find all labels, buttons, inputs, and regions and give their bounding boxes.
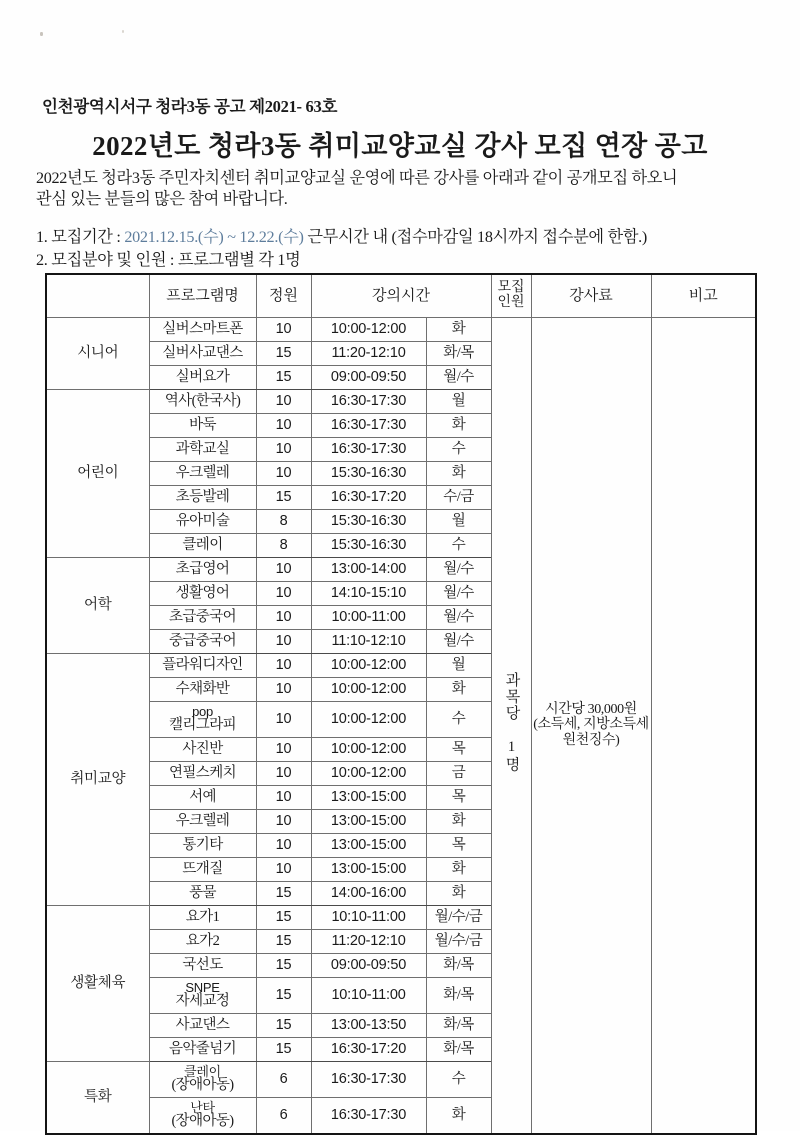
capacity-cell: 15: [256, 1014, 311, 1038]
program-name-cell: 초급영어: [149, 558, 256, 582]
program-name-cell: 중급중국어: [149, 630, 256, 654]
class-day-cell: 화/목: [426, 342, 491, 366]
class-time-cell: 10:00-12:00: [311, 762, 426, 786]
item-1-suffix: 근무시간 내 (접수마감일 18시까지 접수분에 한함.): [307, 228, 647, 246]
capacity-cell: 15: [256, 906, 311, 930]
class-time-cell: 15:30-16:30: [311, 534, 426, 558]
class-day-cell: 화: [426, 882, 491, 906]
schedule-table: [45, 273, 757, 1135]
class-day-cell: 화: [426, 318, 491, 342]
program-name-line-2: (장애아동): [171, 1112, 234, 1129]
capacity-cell: 10: [256, 318, 311, 342]
capacity-cell: 10: [256, 558, 311, 582]
class-day-cell: 월: [426, 390, 491, 414]
class-day-cell: 월/수: [426, 582, 491, 606]
header-fee: 강사료: [531, 274, 651, 318]
class-day-cell: 화: [426, 1098, 491, 1134]
class-time-cell: 13:00-15:00: [311, 834, 426, 858]
program-name-cell: 초등발레: [149, 486, 256, 510]
capacity-cell: 10: [256, 810, 311, 834]
capacity-cell: 15: [256, 366, 311, 390]
capacity-cell: 15: [256, 930, 311, 954]
class-time-cell: 16:30-17:20: [311, 1038, 426, 1062]
category-cell: 취미교양: [46, 654, 149, 906]
capacity-cell: 10: [256, 762, 311, 786]
capacity-cell: 15: [256, 978, 311, 1014]
class-day-cell: 월/수: [426, 558, 491, 582]
class-time-cell: 11:10-12:10: [311, 630, 426, 654]
class-day-cell: 월: [426, 510, 491, 534]
class-day-cell: 월/수/금: [426, 906, 491, 930]
item-2-label: 모집분야 및 인원 :: [51, 251, 175, 269]
fee-line-3: 원천징수): [562, 733, 620, 749]
capacity-cell: 10: [256, 630, 311, 654]
program-name-line-1: SNPE: [185, 980, 220, 996]
program-name-cell: 실버요가: [149, 366, 256, 390]
item-recruitment-field: [36, 249, 776, 272]
class-time-cell: 09:00-09:50: [311, 954, 426, 978]
class-day-cell: 화/목: [426, 954, 491, 978]
class-time-cell: 16:30-17:30: [311, 438, 426, 462]
class-day-cell: 월/수: [426, 630, 491, 654]
program-name-cell: 음악줄넘기: [149, 1038, 256, 1062]
capacity-cell: 10: [256, 654, 311, 678]
item-1-number: 1.: [36, 228, 48, 246]
category-cell: 어학: [46, 558, 149, 654]
class-time-cell: 10:00-12:00: [311, 702, 426, 738]
category-cell: 시니어: [46, 318, 149, 390]
class-time-cell: 16:30-17:30: [311, 390, 426, 414]
class-time-cell: 16:30-17:30: [311, 414, 426, 438]
class-time-cell: 13:00-15:00: [311, 786, 426, 810]
capacity-cell: 10: [256, 414, 311, 438]
program-name-line-1: pop: [192, 704, 213, 720]
class-day-cell: 월/수: [426, 606, 491, 630]
capacity-cell: 10: [256, 786, 311, 810]
capacity-cell: 15: [256, 954, 311, 978]
class-day-cell: 수/금: [426, 486, 491, 510]
program-name-cell: 수채화반: [149, 678, 256, 702]
capacity-cell: 10: [256, 390, 311, 414]
class-time-cell: 10:10-11:00: [311, 906, 426, 930]
class-time-cell: 11:20-12:10: [311, 342, 426, 366]
category-cell: 특화: [46, 1062, 149, 1134]
item-2-value: 프로그램별 각 1명: [177, 251, 301, 269]
class-day-cell: 화/목: [426, 1014, 491, 1038]
program-name-cell: 과학교실: [149, 438, 256, 462]
header-class-time: 강의시간: [311, 274, 491, 318]
program-name-cell: 뜨개질: [149, 858, 256, 882]
capacity-cell: 10: [256, 738, 311, 762]
program-name-cell: 통기타: [149, 834, 256, 858]
schedule-table-wrapper: [45, 273, 755, 1135]
category-cell: 어린이: [46, 390, 149, 558]
class-time-cell: 13:00-13:50: [311, 1014, 426, 1038]
capacity-cell: 8: [256, 510, 311, 534]
class-time-cell: 10:00-11:00: [311, 606, 426, 630]
class-time-cell: 13:00-15:00: [311, 810, 426, 834]
class-time-cell: 16:30-17:20: [311, 486, 426, 510]
intro-line-2: 관심 있는 분들의 많은 참여 바랍니다.: [36, 190, 288, 209]
schedule-table-body: [46, 274, 756, 1134]
program-name-cell: 국선도: [149, 954, 256, 978]
capacity-cell: 10: [256, 702, 311, 738]
headcount-vertical-text: 과목당 1명: [503, 672, 520, 774]
header-program: 프로그램명: [149, 274, 256, 318]
numbered-items: [36, 226, 776, 272]
header-capacity: 정원: [256, 274, 311, 318]
header-category: [46, 274, 149, 318]
program-name-line-2: (장애아동): [171, 1077, 234, 1094]
class-day-cell: 화: [426, 858, 491, 882]
table-header-row: [46, 274, 756, 318]
fee-line-2: (소득세, 지방소득세: [533, 717, 649, 733]
program-name-cell: 우크렐레: [149, 462, 256, 486]
program-name-cell: 서예: [149, 786, 256, 810]
capacity-cell: 10: [256, 582, 311, 606]
class-time-cell: 14:00-16:00: [311, 882, 426, 906]
class-time-cell: 16:30-17:30: [311, 1062, 426, 1098]
recruitment-date-range: 2021.12.15.(수) ~ 12.22.(수): [124, 228, 304, 246]
program-name-cell: 역사(한국사): [149, 390, 256, 414]
note-merged-cell: [651, 318, 756, 1134]
class-day-cell: 화: [426, 462, 491, 486]
class-time-cell: 10:00-12:00: [311, 738, 426, 762]
class-day-cell: 수: [426, 702, 491, 738]
program-name-cell: 요가1: [149, 906, 256, 930]
program-name-line-1: 난타: [190, 1099, 215, 1115]
program-name-cell: 클레이: [149, 534, 256, 558]
program-name-cell: 사교댄스: [149, 1014, 256, 1038]
program-name-cell: 사진반: [149, 738, 256, 762]
header-headcount-line-2: 인원: [497, 295, 525, 310]
class-day-cell: 월: [426, 654, 491, 678]
item-1-label: 모집기간 :: [51, 228, 121, 246]
class-time-cell: 11:20-12:10: [311, 930, 426, 954]
capacity-cell: 6: [256, 1062, 311, 1098]
program-name-line-2: 캘리그라피: [168, 717, 237, 734]
program-name-cell: [149, 1062, 256, 1098]
program-name-cell: 유아미술: [149, 510, 256, 534]
class-time-cell: 10:00-12:00: [311, 678, 426, 702]
scan-artifact-speck-secondary: [122, 30, 124, 33]
capacity-cell: 10: [256, 462, 311, 486]
class-day-cell: 화: [426, 810, 491, 834]
program-name-cell: 요가2: [149, 930, 256, 954]
program-name-cell: 풍물: [149, 882, 256, 906]
program-name-cell: [149, 978, 256, 1014]
class-day-cell: 화/목: [426, 978, 491, 1014]
class-day-cell: 수: [426, 1062, 491, 1098]
program-name-cell: 초급중국어: [149, 606, 256, 630]
document-number: 인천광역시서구 청라3동 공고 제2021- 63호: [42, 97, 338, 116]
class-day-cell: 화: [426, 678, 491, 702]
class-time-cell: 10:00-12:00: [311, 318, 426, 342]
class-day-cell: 목: [426, 786, 491, 810]
header-headcount-line-1: 모집: [497, 280, 525, 296]
program-name-cell: 실버사교댄스: [149, 342, 256, 366]
class-day-cell: 화/목: [426, 1038, 491, 1062]
class-time-cell: 09:00-09:50: [311, 366, 426, 390]
capacity-cell: 15: [256, 486, 311, 510]
header-note: 비고: [651, 274, 756, 318]
capacity-cell: 8: [256, 534, 311, 558]
class-day-cell: 화: [426, 414, 491, 438]
fee-line-1: 시간당 30,000원: [545, 701, 637, 717]
class-day-cell: 목: [426, 738, 491, 762]
class-day-cell: 월/수: [426, 366, 491, 390]
class-day-cell: 수: [426, 534, 491, 558]
class-day-cell: 목: [426, 834, 491, 858]
page-title: 2022년도 청라3동 취미교양교실 강사 모집 연장 공고: [92, 131, 708, 161]
capacity-cell: 10: [256, 834, 311, 858]
class-time-cell: 15:30-16:30: [311, 462, 426, 486]
class-time-cell: 13:00-15:00: [311, 858, 426, 882]
item-recruitment-period: [36, 226, 776, 249]
headcount-merged-cell: [491, 318, 531, 1134]
category-cell: 생활체육: [46, 906, 149, 1062]
class-time-cell: 15:30-16:30: [311, 510, 426, 534]
program-name-cell: 플라워디자인: [149, 654, 256, 678]
program-name-line-1: 클레이: [184, 1064, 221, 1080]
program-name-cell: [149, 702, 256, 738]
class-day-cell: 월/수/금: [426, 930, 491, 954]
program-name-line-2: 자세교정: [175, 993, 230, 1010]
capacity-cell: 15: [256, 1038, 311, 1062]
capacity-cell: 10: [256, 606, 311, 630]
program-name-cell: 생활영어: [149, 582, 256, 606]
class-time-cell: 10:10-11:00: [311, 978, 426, 1014]
class-day-cell: 수: [426, 438, 491, 462]
program-name-cell: 우크렐레: [149, 810, 256, 834]
intro-line-1: 2022년도 청라3동 주민자치센터 취미교양교실 운영에 따른 강사를 아래과 같이 공개모집 하오니: [36, 169, 678, 187]
class-time-cell: 16:30-17:30: [311, 1098, 426, 1134]
fee-merged-cell: [531, 318, 651, 1134]
capacity-cell: 10: [256, 678, 311, 702]
capacity-cell: 10: [256, 438, 311, 462]
program-name-cell: [149, 1098, 256, 1134]
program-name-cell: 연필스케치: [149, 762, 256, 786]
item-2-number: 2.: [36, 251, 48, 269]
intro-paragraph: [36, 168, 770, 211]
capacity-cell: 15: [256, 342, 311, 366]
capacity-cell: 15: [256, 882, 311, 906]
program-name-cell: 실버스마트폰: [149, 318, 256, 342]
header-headcount: [491, 274, 531, 318]
capacity-cell: 10: [256, 858, 311, 882]
class-time-cell: 10:00-12:00: [311, 654, 426, 678]
program-name-cell: 바둑: [149, 414, 256, 438]
table-row: [46, 318, 756, 342]
scan-artifact-speck: [40, 32, 43, 36]
class-time-cell: 14:10-15:10: [311, 582, 426, 606]
class-day-cell: 금: [426, 762, 491, 786]
class-time-cell: 13:00-14:00: [311, 558, 426, 582]
capacity-cell: 6: [256, 1098, 311, 1134]
